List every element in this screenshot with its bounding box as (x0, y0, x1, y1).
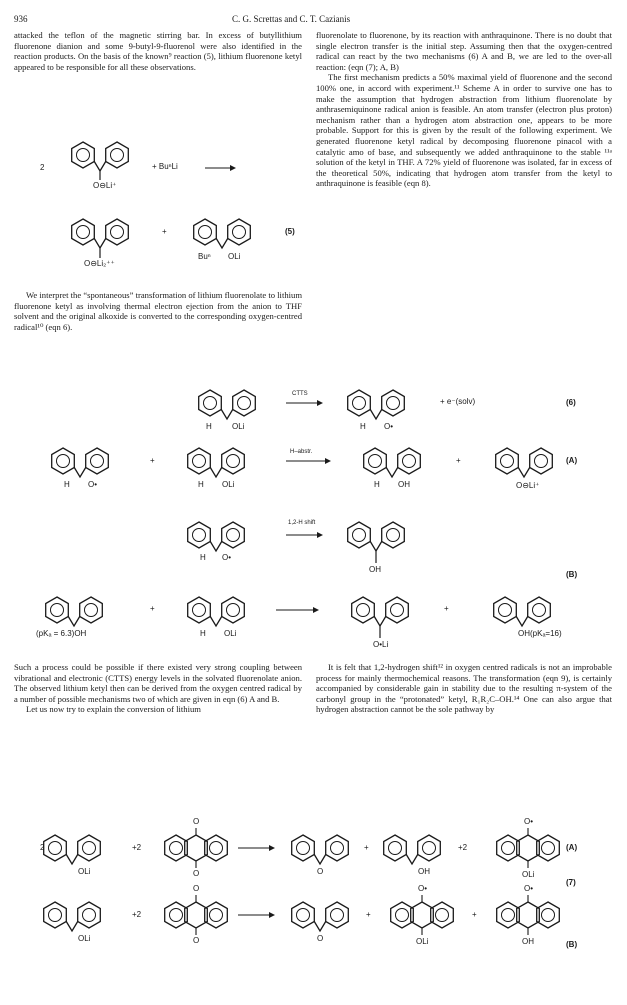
substituent-label: O⊖Li⁺ (93, 181, 117, 190)
atom-label: H (64, 480, 70, 489)
coefficient: +2 (132, 843, 142, 852)
plus-sign: + (472, 910, 477, 919)
fluorenolate-structure (188, 597, 245, 626)
atom-label: H (198, 480, 204, 489)
plus-sign: + (162, 227, 167, 236)
pka-label: (pKₐ = 6.3)OH (36, 629, 87, 638)
atom-label: O• (222, 553, 232, 562)
fluorenoxyl-radical-structure (52, 448, 109, 477)
atom-label: O (193, 936, 200, 945)
fluorenol-structure (494, 597, 551, 626)
substituent-label: OLi (78, 867, 91, 876)
equation-number: (7) (566, 878, 576, 887)
paragraph: It is felt that 1,2-hydrogen shift¹² in oxygen centred radicals is not an improbable process for mainly thermochemical reasons. The transformation (eqn 9), is certainly accompanied by considerable gain in stability due to the resulting π-system of the carbonyl group in the “protonated” ketyl, R₁R₂C–OH.¹⁴ One can also argue that hydrogen abstraction cannot be the sole pathway by (316, 662, 612, 715)
text-mid-left (14, 662, 302, 715)
arrow-label: 1,2-H shift (288, 520, 316, 526)
plus-sign: + (444, 604, 449, 613)
product-label: + e⁻(solv) (440, 397, 476, 406)
coefficient: +2 (132, 910, 142, 919)
substituent-label: OH (418, 867, 430, 876)
ketyl-structure (352, 597, 409, 626)
butyl-fluorenolate-structure (194, 219, 251, 248)
running-title: C. G. Screttas and C. T. Cazianis (232, 14, 351, 24)
substituent-label: OLi (224, 629, 237, 638)
atom-label: O (317, 934, 324, 943)
fluorenolate-structure (199, 390, 256, 419)
fluorenone-structure (72, 142, 129, 171)
coefficient: 2 (40, 843, 45, 852)
substituent-label: O⊖Li₂⁺⁺ (84, 259, 115, 268)
equation-number: (B) (566, 940, 578, 949)
fluorenone-dianion-structure (72, 219, 129, 248)
substituent-label: OH (398, 480, 410, 489)
substituent-label: OLi (222, 480, 235, 489)
atom-label: H (360, 422, 366, 431)
equation-number: (5) (285, 227, 295, 236)
atom-label: H (206, 422, 212, 431)
paragraph: Let us now try to explain the conversion of lithium (26, 704, 201, 715)
reagent-label: + BuⁿLi (152, 162, 178, 171)
equation-number: (A) (566, 456, 578, 465)
substituent-label: OLi (416, 937, 429, 946)
atom-label: O (317, 867, 324, 876)
pka-label: OH(pKₐ=16) (518, 629, 562, 638)
substituent-label: Buⁿ (198, 252, 211, 261)
atom-label: O• (524, 817, 534, 826)
fluorenone-structure (292, 902, 349, 931)
paragraph: Such a process could be possible if there existed very strong coupling between vibrational and electronic (CTTS) energy levels in the solvated fluorenolate anion. The observed lithium ketyl then can be derived from the oxygen centred radical by a number of possible mechanisms two of which are given in eqn (6) A and B. (14, 662, 302, 704)
hydroxy-fluorenyl-radical-structure (46, 597, 103, 626)
coefficient: +2 (458, 843, 468, 852)
semiquinone-structure (391, 895, 454, 935)
plus-sign: + (364, 843, 369, 852)
arrow-label: H–abstr. (290, 449, 313, 455)
ketyl-structure (496, 448, 553, 477)
substituent-label: OLi (78, 934, 91, 943)
anthraquinone-structure (165, 895, 228, 935)
substituent-label: O•Li (373, 640, 389, 649)
substituent-label: OLi (522, 870, 535, 879)
atom-label: H (374, 480, 380, 489)
fluorenone-structure (292, 835, 349, 864)
text-mid-right (316, 662, 612, 715)
fluorenolate-structure (188, 448, 245, 477)
paragraph: fluorenolate to fluorenone, by its reaction with anthraquinone. There is no doubt that single electron transfer is the initial step. Assuming then that the oxygen-centred radical can react by the two mechanisms (6) A and B, we are led to the over-all reaction: (eqn (7); A, B) (316, 30, 612, 72)
fluorenoxyl-radical-structure (188, 522, 245, 551)
fluorenolate-structure (44, 835, 101, 864)
page-number: 936 (14, 14, 28, 24)
anthraquinone-structure (165, 828, 228, 868)
arrow-label: CTTS (292, 391, 308, 397)
fluorenol-structure (384, 835, 441, 864)
atom-label: H (200, 553, 206, 562)
paragraph: attacked the teflon of the magnetic stirring bar. In excess of butyllithium fluorenone dianion and some 9-butyl-9-fluorenol were also identified in the reaction products. On the basis of the known⁹ reaction (5), lithium fluorenone ketyl appeared to be responsible for all these observations. (14, 30, 302, 72)
equation-number: (A) (566, 843, 578, 852)
coefficient: 2 (40, 163, 45, 172)
substituent-label: OH (369, 565, 381, 574)
paragraph: The first mechanism predicts a 50% maximal yield of fluorenone and the second 100% one, in accord with experiment.¹¹ Scheme A in order to survive one has to make the assumption that hydrogen abstraction from lithium fluorenolate by anthrasemiquinone radical anion is feasible. An atom transfer (electron plus proton) mechanism rather than a hydrogen atom abstraction one, appears to be more probable. Support for this is given by the result of the following experiment. We generated fluorenone ketyl radical by decomposing fluorenone pinacol with a catalytic amo of base, and subsequently we added anthraquinone to the stable ¹¹ᵃ solution of the ketyl in THF. A 72% yield of fluorenone was isolated, far in excess of the theoretical 50%, indicating that hydrogen atom transfer from the ketyl to anthraquinone is feasible (eqn 8). (316, 72, 612, 189)
fluorenol-structure (364, 448, 421, 477)
equation-number: (B) (566, 570, 578, 579)
plus-sign: + (150, 604, 155, 613)
substituent-label: OLi (228, 252, 241, 261)
atom-label: O (193, 817, 200, 826)
substituent-label: OH (522, 937, 534, 946)
atom-label: O• (88, 480, 98, 489)
plus-sign: + (456, 456, 461, 465)
atom-label: O (193, 884, 200, 893)
atom-label: O• (524, 884, 534, 893)
substituent-label: OLi (232, 422, 245, 431)
hydroxy-fluorenyl-radical-structure (348, 522, 405, 551)
fluorenolate-structure (44, 902, 101, 931)
semiquinone-structure (497, 828, 560, 868)
atom-label: H (200, 629, 206, 638)
substituent-label: O⊖Li⁺ (516, 481, 540, 490)
paragraph: We interpret the “spontaneous” transformation of lithium fluorenolate to lithium fluorenone ketyl as involving thermal electron ejection from the anion to THF solvent and the original alkoxide is converted to the corresponding oxygen-centred radical¹⁰ (eqn 6). (14, 290, 302, 332)
plus-sign: + (366, 910, 371, 919)
fluorenoxyl-radical-structure (348, 390, 405, 419)
atom-label: O• (418, 884, 428, 893)
atom-label: O• (384, 422, 394, 431)
atom-label: O (193, 869, 200, 878)
plus-sign: + (150, 456, 155, 465)
semiquinone-structure (497, 895, 560, 935)
equation-number: (6) (566, 398, 576, 407)
